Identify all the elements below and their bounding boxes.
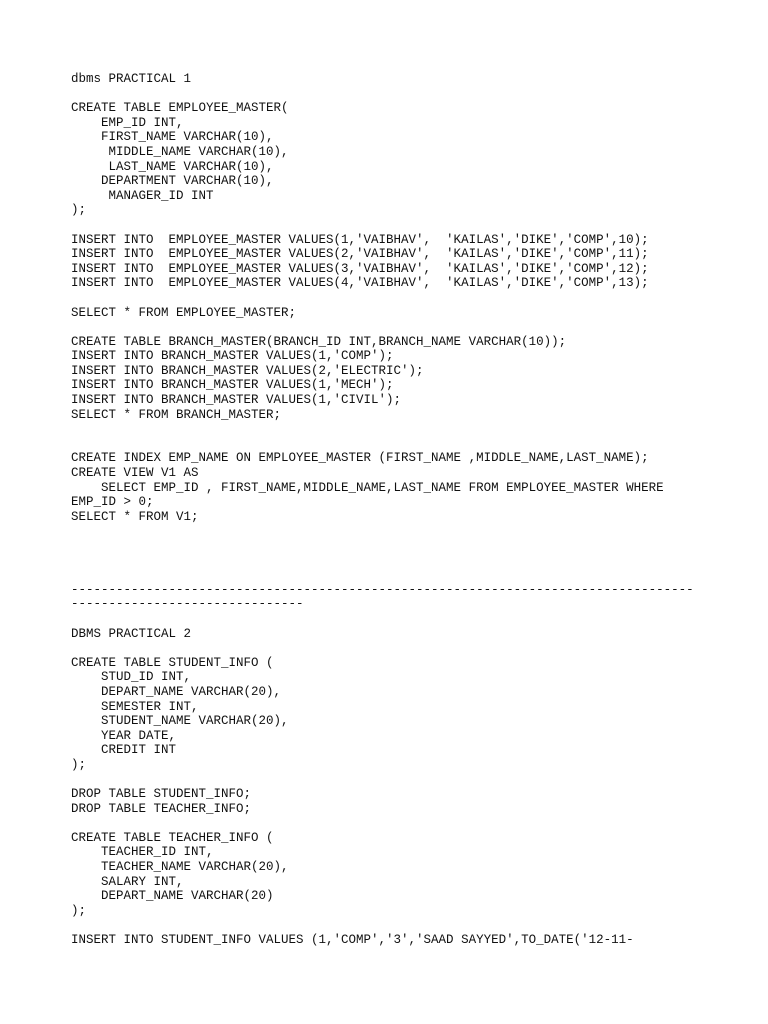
- text-line: EMP_ID > 0;: [71, 495, 154, 510]
- text-line: INSERT INTO BRANCH_MASTER VALUES(1,'COMP');: [71, 349, 394, 364]
- text-line: LAST_NAME VARCHAR(10),: [71, 159, 274, 174]
- text-line: INSERT INTO BRANCH_MASTER VALUES(1,'CIVIL');: [71, 393, 402, 408]
- text-line: [71, 437, 761, 452]
- text-line: TEACHER_NAME VARCHAR(20),: [71, 860, 289, 875]
- text-line: [71, 918, 761, 933]
- text-line: INSERT INTO BRANCH_MASTER VALUES(1,'MECH');: [71, 378, 394, 393]
- text-line: INSERT INTO BRANCH_MASTER VALUES(2,'ELECTRIC');: [71, 363, 424, 378]
- text-line: DBMS PRACTICAL 2: [71, 626, 192, 641]
- text-line: MIDDLE_NAME VARCHAR(10),: [71, 144, 289, 159]
- text-line: YEAR DATE,: [71, 728, 177, 743]
- text-line: CREATE TABLE EMPLOYEE_MASTER(: [71, 101, 289, 116]
- text-line: SELECT * FROM BRANCH_MASTER;: [71, 407, 282, 422]
- text-line: STUDENT_NAME VARCHAR(20),: [71, 714, 289, 729]
- text-line: );: [71, 757, 87, 772]
- text-line: FIRST_NAME VARCHAR(10),: [71, 130, 274, 145]
- text-line: DEPART_NAME VARCHAR(20),: [71, 684, 282, 699]
- text-line: CREATE TABLE BRANCH_MASTER(BRANCH_ID INT,BRANCH_NAME VARCHAR(10));: [71, 334, 567, 349]
- text-line: INSERT INTO EMPLOYEE_MASTER VALUES(1,'VAIBHAV', 'KAILAS','DIKE','COMP',10);: [71, 232, 649, 247]
- text-line: [71, 554, 761, 569]
- text-line: [71, 612, 761, 627]
- text-line: -------------------------------: [71, 597, 304, 612]
- text-line: [71, 87, 761, 102]
- text-line: DEPARTMENT VARCHAR(10),: [71, 174, 274, 189]
- text-line: CREATE INDEX EMP_NAME ON EMPLOYEE_MASTER (FIRST_NAME ,MIDDLE_NAME,LAST_NAME);: [71, 451, 649, 466]
- text-line: CREATE TABLE TEACHER_INFO (: [71, 830, 274, 845]
- text-line: DROP TABLE TEACHER_INFO;: [71, 801, 252, 816]
- text-line: -----------------------------------------------------------------------------------: [71, 582, 694, 597]
- text-line: INSERT INTO EMPLOYEE_MASTER VALUES(4,'VAIBHAV', 'KAILAS','DIKE','COMP',13);: [71, 276, 649, 291]
- text-line: SEMESTER INT,: [71, 699, 199, 714]
- text-line: CREATE VIEW V1 AS: [71, 466, 199, 481]
- text-line: [71, 641, 761, 656]
- text-line: SELECT * FROM V1;: [71, 509, 199, 524]
- text-line: INSERT INTO EMPLOYEE_MASTER VALUES(3,'VAIBHAV', 'KAILAS','DIKE','COMP',12);: [71, 261, 649, 276]
- text-line: [71, 422, 761, 437]
- text-line: MANAGER_ID INT: [71, 188, 214, 203]
- text-line: INSERT INTO EMPLOYEE_MASTER VALUES(2,'VAIBHAV', 'KAILAS','DIKE','COMP',11);: [71, 247, 649, 262]
- text-line: EMP_ID INT,: [71, 115, 184, 130]
- text-line: dbms PRACTICAL 1: [71, 72, 192, 86]
- text-line: SELECT EMP_ID , FIRST_NAME,MIDDLE_NAME,LAST_NAME FROM EMPLOYEE_MASTER WHERE: [71, 480, 664, 495]
- text-line: );: [71, 203, 87, 218]
- text-line: [71, 524, 761, 539]
- text-line: [71, 539, 761, 554]
- text-line: [71, 816, 761, 831]
- text-line: [71, 218, 761, 233]
- document-page: [71, 72, 761, 948]
- text-line: DROP TABLE STUDENT_INFO;: [71, 787, 252, 802]
- text-line: [71, 568, 761, 583]
- text-line: INSERT INTO STUDENT_INFO VALUES (1,'COMP','3','SAAD SAYYED',TO_DATE('12-11-: [71, 933, 634, 948]
- text-line: [71, 773, 761, 788]
- text-line: STUD_ID INT,: [71, 670, 192, 685]
- text-line: DEPART_NAME VARCHAR(20): [71, 889, 274, 904]
- text-line: SALARY INT,: [71, 874, 184, 889]
- text-line: CREDIT INT: [71, 743, 177, 758]
- text-line: TEACHER_ID INT,: [71, 845, 214, 860]
- text-line: );: [71, 903, 87, 918]
- text-line: [71, 320, 761, 335]
- text-line: CREATE TABLE STUDENT_INFO (: [71, 655, 274, 670]
- text-line: SELECT * FROM EMPLOYEE_MASTER;: [71, 305, 297, 320]
- text-line: [71, 291, 761, 306]
